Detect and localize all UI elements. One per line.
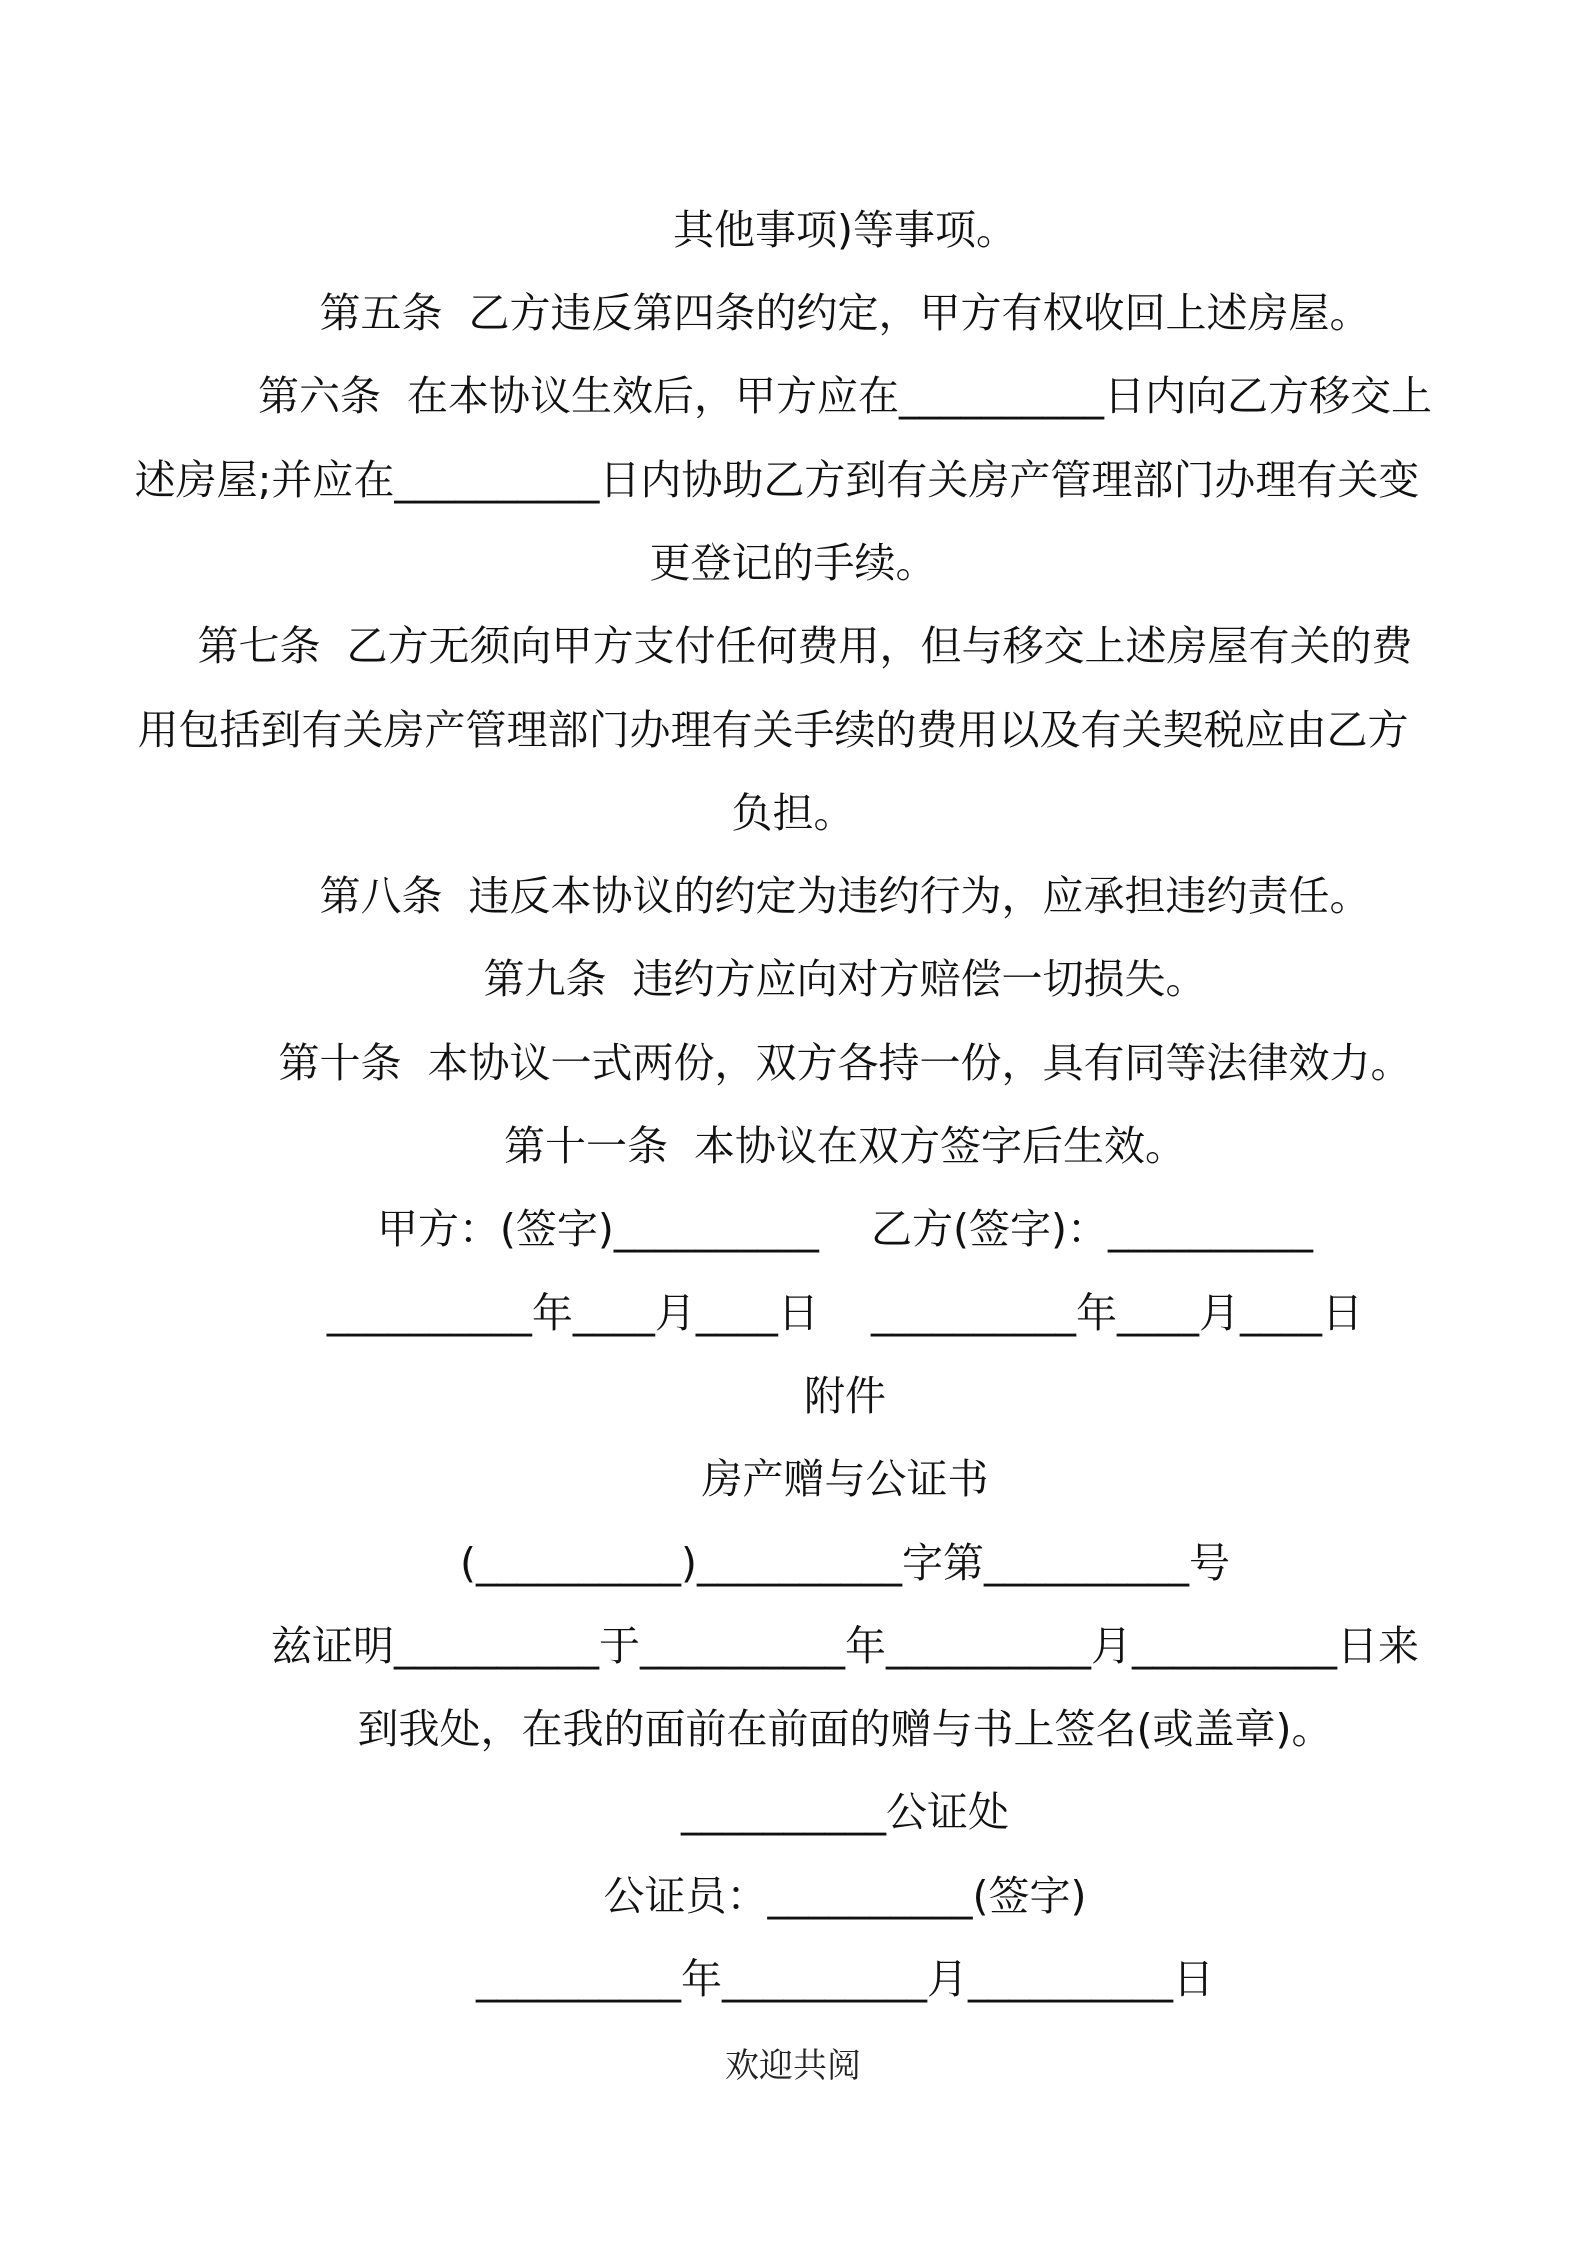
text-line-article-10: 第十条 本协议一式两份，双方各持一份，具有同等法律效力。: [278, 1039, 1412, 1087]
page-footer: 欢迎共阅: [725, 2046, 861, 2086]
notary-signature-line: 公证员：__________(签字): [603, 1872, 1087, 1920]
notarization-number-line: (__________)__________字第__________号: [460, 1539, 1230, 1587]
text-line-article-11: 第十一条 本协议在双方签字后生效。: [503, 1122, 1187, 1170]
text-line-article-6a: 第六条 在本协议生效后，甲方应在__________日内向乙方移交上: [257, 372, 1433, 420]
notary-office-line: __________公证处: [681, 1788, 1009, 1836]
signature-date-line: __________年____月____日 __________年____月____日: [326, 1289, 1364, 1337]
text-line-article-7a: 第七条 乙方无须向甲方支付任何费用，但与移交上述房屋有关的费: [197, 622, 1413, 670]
text-line-article-5: 第五条 乙方违反第四条的约定，甲方有权收回上述房屋。: [319, 289, 1371, 337]
text-line-article-9: 第九条 违约方应向对方赔偿一切损失。: [483, 955, 1207, 1003]
notarization-body-line-1: 兹证明__________于__________年__________月__________日来: [271, 1622, 1419, 1670]
text-line-article-7b: 用包括到有关房产管理部门办理有关手续的费用以及有关契税应由乙方: [137, 706, 1409, 754]
attachment-heading: 附件: [804, 1372, 886, 1420]
notarization-title: 房产赠与公证书: [701, 1455, 989, 1503]
text-line-article-7c: 负担。: [731, 789, 855, 837]
text-line-article-6b: 述房屋;并应在__________日内协助乙方到有关房产管理部门办理有关变: [134, 456, 1420, 504]
text-line-article-8: 第八条 违反本协议的约定为违约行为，应承担违约责任。: [319, 872, 1371, 920]
signature-line: 甲方：(签字)__________ 乙方(签字)：__________: [376, 1205, 1314, 1253]
notarization-body-line-2: 到我处，在我的面前在前面的赠与书上签名(或盖章)。: [357, 1705, 1333, 1753]
text-line-1: 其他事项)等事项。: [673, 206, 1017, 254]
text-line-article-6c: 更登记的手续。: [649, 539, 937, 587]
notary-date-line: __________年__________月__________日: [476, 1955, 1214, 2003]
